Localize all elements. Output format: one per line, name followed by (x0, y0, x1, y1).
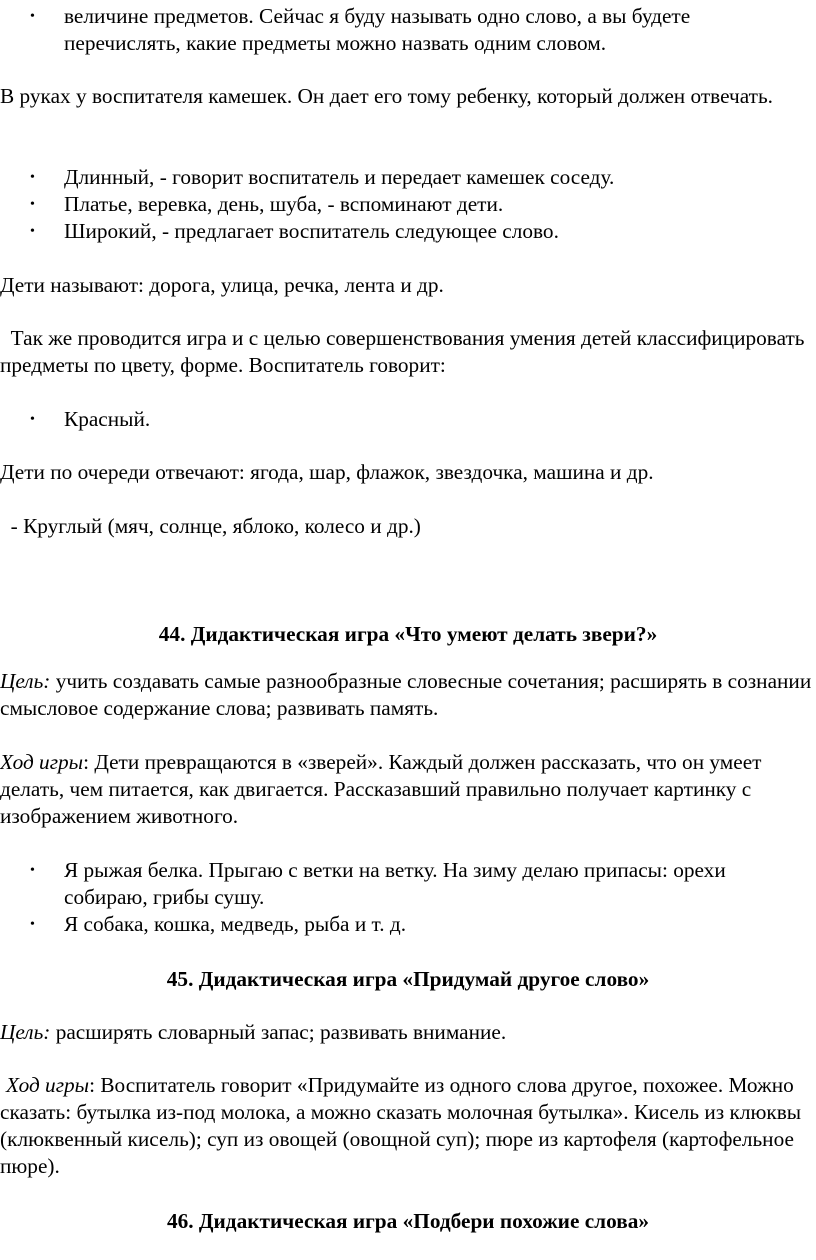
list-item: • Я собака, кошка, медведь, рыба и т. д. (0, 911, 812, 938)
goal-label: Цель: (0, 669, 51, 693)
goal-label: Цель: (0, 1020, 51, 1044)
paragraph-pebble: В руках у воспитателя камешек. Он дает его тому ребенку, который должен отвечать. (0, 84, 773, 108)
list-item: • Красный. (0, 406, 812, 433)
paragraph-game45-goal (0, 1019, 812, 1046)
course-label: Ход игры (6, 1073, 90, 1097)
heading-game-45: 45. Дидактическая игра «Придумай другое слово» (166, 967, 650, 991)
bullet-list-red (0, 406, 812, 433)
goal-text: расширять словарный запас; развивать внимание. (50, 1020, 507, 1044)
paragraph-game44-goal (0, 668, 812, 722)
bullet-list-long-wide (0, 164, 812, 245)
list-item: • величине предметов. Сейчас я буду называть одно слово, а вы будете перечислять, какие предметы можно назвать одним словом. (0, 3, 812, 57)
heading-game-46: 46. Дидактическая игра «Подбери похожие слова» (166, 1209, 650, 1233)
paragraph-round: - Круглый (мяч, солнце, яблоко, колесо и др.) (0, 514, 421, 538)
list-item: • Широкий, - предлагает воспитатель следующее слово. (0, 218, 812, 245)
paragraph-classify: Так же проводится игра и с целью совершенствования умения детей классифицировать предметы по цвету, форме. Воспитатель говорит: (0, 326, 810, 377)
course-text: : Дети превращаются в «зверей». Каждый должен рассказать, что он умеет делать, чем питается, как двигается. Рассказавший правильно получает картинку с изображением животного. (0, 750, 762, 828)
heading-game-44: 44. Дидактическая игра «Что умеют делать звери?» (158, 622, 658, 646)
paragraph-children-name: Дети называют: дорога, улица, речка, лента и др. (0, 273, 444, 297)
paragraph-children-answer: Дети по очереди отвечают: ягода, шар, флажок, звездочка, машина и др. (0, 460, 654, 484)
list-item: • Длинный, - говорит воспитатель и передает камешек соседу. (0, 164, 812, 191)
course-text: : Воспитатель говорит «Придумайте из одного слова другое, похожее. Можно сказать: бутылка из-под молока, а можно сказать молочная бутылка». Кисель из клюквы (клюквенный кисель); суп из овощей (овощной суп); пюре из картофеля (картофельное пюре). (0, 1073, 802, 1178)
paragraph-game45-course (0, 1072, 812, 1180)
list-item: • Платье, веревка, день, шуба, - вспоминают дети. (0, 191, 812, 218)
goal-text: учить создавать самые разнообразные словесные сочетания; расширять в сознании смысловое содержание слова; развивать память. (0, 669, 812, 720)
course-label: Ход игры (0, 750, 84, 774)
bullet-list-size-intro (0, 3, 812, 57)
paragraph-game44-course (0, 749, 812, 830)
list-item: • Я рыжая белка. Прыгаю с ветки на ветку. На зиму делаю припасы: орехи собираю, грибы сушу. (0, 857, 812, 911)
bullet-list-animals (0, 857, 812, 938)
